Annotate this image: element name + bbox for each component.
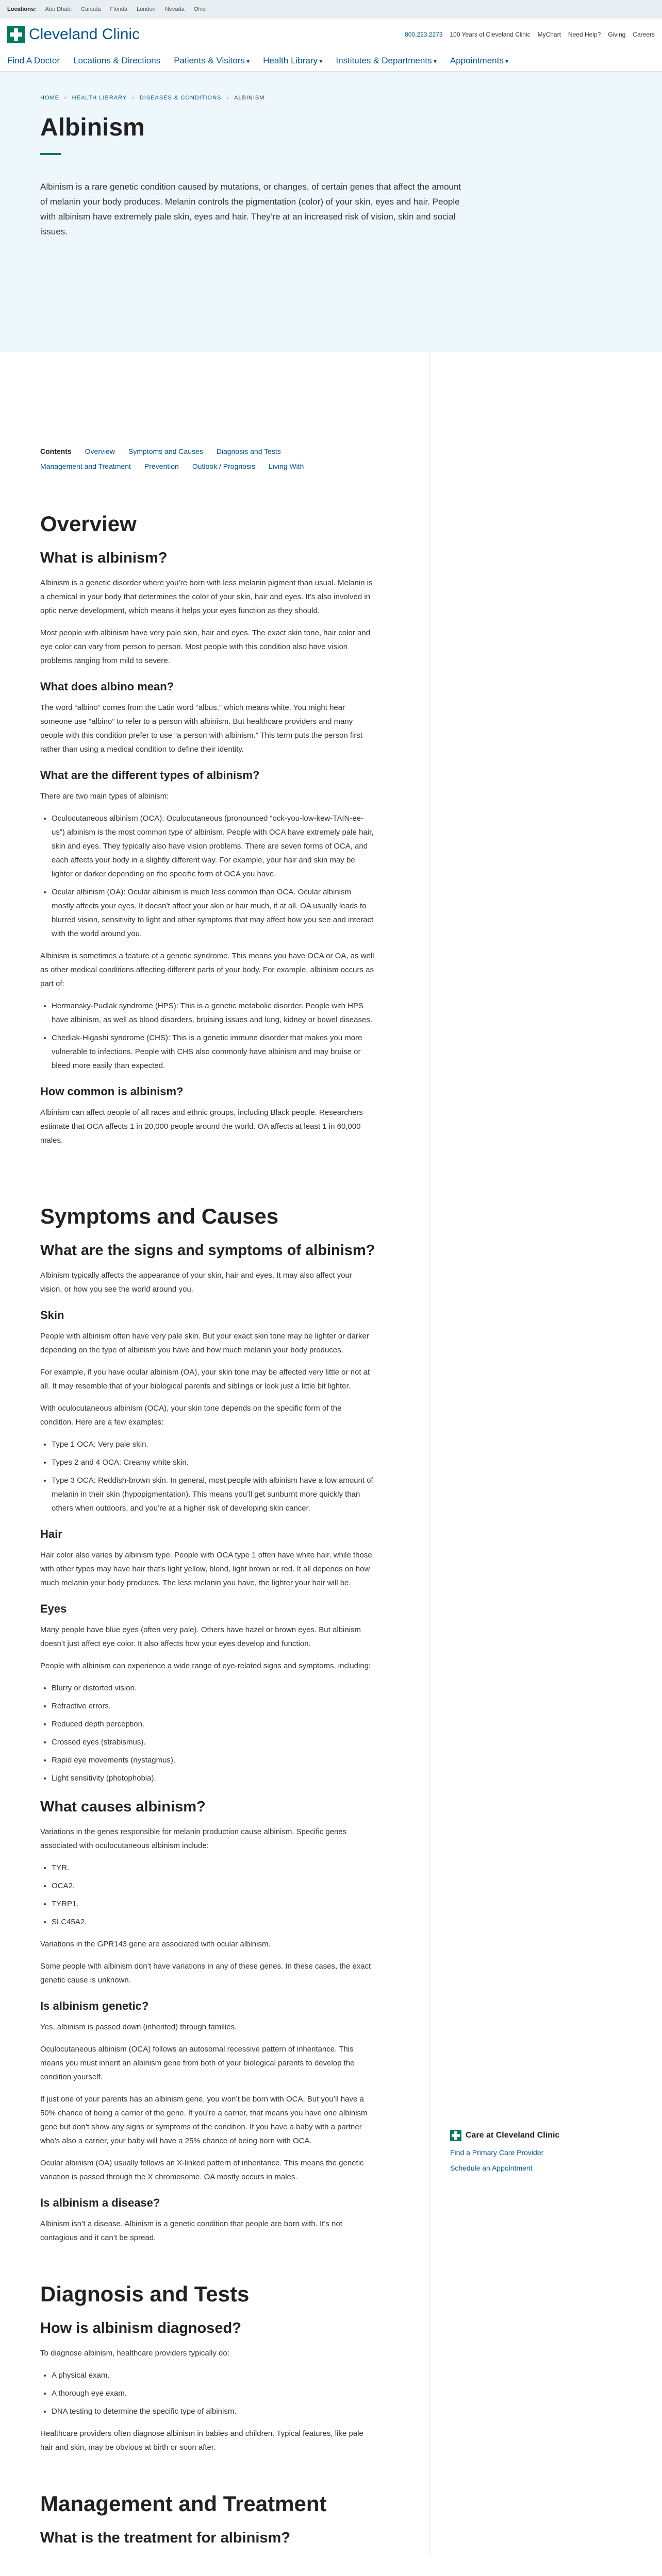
- list-item: • Ocular albinism (OA): Ocular albinism is much less common than OCA. Ocular albinism mostly affects your eyes. It doesn’t affect your skin or hair much, if at all. OA usually leads to blurred vision, sensitivity to light and other symptoms that may affect how you see and interact with the world around you.: [52, 885, 375, 941]
- subheading: Skin: [40, 1308, 64, 1321]
- list-item: • A thorough eye exam.: [52, 2386, 375, 2400]
- section-symptoms-heading: Symptoms and Causes: [40, 1204, 279, 1228]
- paragraph: Healthcare providers often diagnose albinism in babies and children. Typical features, like pale hair and skin, may be obvious at birth or soon after.: [40, 2429, 363, 2452]
- nav-locations[interactable]: Locations & Directions: [73, 56, 161, 65]
- location-link[interactable]: London: [137, 6, 156, 12]
- page-intro: Albinism is a rare genetic condition caused by mutations, or changes, of certain genes that affect the amount of melanin your body produces. Melanin controls the pigmentation (color) of your skin, eyes and hair. People with albinism have extremely pale skin, eyes and hair. They’re at an increased risk of vision, skin and social issues.: [40, 182, 461, 236]
- question-heading: How common is albinism?: [40, 1084, 184, 1098]
- phone-link[interactable]: 800.223.2273: [405, 31, 443, 38]
- paragraph: Albinism typically affects the appearance of your skin, hair and eyes. It may also affect your vision, or how you see the world around you.: [40, 1270, 352, 1294]
- diagnosis-list: [40, 2368, 375, 2418]
- toc-outlook[interactable]: Outlook / Prognosis: [192, 462, 255, 471]
- title-accent-bar: [40, 153, 61, 155]
- nav-health-library[interactable]: Health Library ▾: [263, 56, 322, 66]
- list-item: • TYRP1.: [52, 1897, 375, 1911]
- care-card-title-text: Care at Cleveland Clinic: [466, 2131, 560, 2140]
- cleveland-clinic-logo-icon: [450, 2130, 461, 2141]
- question-heading: How is albinism diagnosed?: [40, 2319, 241, 2336]
- paragraph: People with albinism can experience a wide range of eye-related signs and symptoms, including:: [40, 1661, 371, 1670]
- toc-management[interactable]: Management and Treatment: [40, 462, 131, 471]
- article: [40, 352, 375, 2556]
- paragraph: With oculocutaneous albinism (OCA), your skin tone depends on the specific form of the condition. Here are a few examples:: [40, 1403, 342, 1427]
- paragraph: Hair color also varies by albinism type. People with OCA type 1 often have white hair, while those with other types may have hair that’s light yellow, blond, light brown or red. It all depends on how much melanin your body produces. The less melanin you have, the lighter your hair will be.: [40, 1550, 372, 1587]
- question-heading: Is albinism a disease?: [40, 2196, 160, 2209]
- list-item-link[interactable]: • Rapid eye movements (nystagmus).: [52, 1753, 375, 1767]
- list-item-link[interactable]: • Crossed eyes (strabismus).: [52, 1735, 375, 1749]
- question-heading: What does albino mean?: [40, 680, 174, 693]
- brand-name: Cleveland Clinic: [29, 26, 140, 43]
- giving-link[interactable]: Giving: [608, 31, 626, 38]
- page-hero: [0, 72, 662, 352]
- paragraph: There are two main types of albinism:: [40, 791, 169, 801]
- main-nav: [0, 50, 662, 72]
- care-card-title: [450, 2130, 622, 2141]
- careers-link[interactable]: Careers: [633, 31, 655, 38]
- section-diagnosis-heading: Diagnosis and Tests: [40, 2281, 250, 2306]
- list-item: • DNA testing to determine the specific type of albinism.: [52, 2404, 375, 2418]
- paragraph: Many people have blue eyes (often very pale). Others have hazel or brown eyes. But albinism doesn’t just affect eye color. It also affects how your eyes develop and function.: [40, 1625, 361, 1648]
- paragraph: Albinism can affect people of all races and ethnic groups, including Black people. Researchers estimate that OCA affects 1 in 20,000 people around the world. OA affects at least 1 in 60,000 males.: [40, 1108, 363, 1145]
- chevron-right-icon: ›: [64, 95, 67, 101]
- list-item: • Type 3 OCA: Reddish-brown skin. In general, most people with albinism have a low amount of melanin in their skin (hypopigmentation). This means you’ll get sunburnt more quickly than others when outdoors, and you’re at a higher risk of developing skin cancer.: [52, 1473, 375, 1515]
- table-of-contents: [40, 444, 375, 474]
- list-item: • A physical exam.: [52, 2368, 375, 2382]
- paragraph: Albinism isn’t a disease. Albinism is a genetic condition that people are born with. It’s not contagious and it can’t be spread.: [40, 2219, 342, 2242]
- list-item: • Blurry or distorted vision.: [52, 1681, 375, 1695]
- utility-links: [405, 31, 655, 38]
- genes-list: [40, 1861, 375, 1929]
- nav-patients-visitors[interactable]: Patients & Visitors ▾: [174, 56, 250, 66]
- list-item: • Chediak-Higashi syndrome (CHS): This is a genetic immune disorder that makes you more vulnerable to infections. People with CHS also commonly have albinism and may bruise or bleed more easily than expected.: [52, 1031, 375, 1073]
- care-card: [450, 2130, 622, 2172]
- skin-list: [40, 1437, 375, 1515]
- paragraph: Variations in the GPR143 gene are associated with ocular albinism.: [40, 1939, 271, 1948]
- breadcrumb: [40, 72, 622, 101]
- question-heading: Is albinism genetic?: [40, 1999, 149, 2012]
- nav-institutes[interactable]: Institutes & Departments ▾: [336, 56, 437, 66]
- chevron-right-icon: ›: [226, 95, 229, 101]
- page-title: Albinism: [40, 114, 145, 141]
- list-item: • Types 2 and 4 OCA: Creamy white skin.: [52, 1455, 375, 1469]
- location-link[interactable]: Ohio: [193, 6, 206, 12]
- find-primary-care-link[interactable]: Find a Primary Care Provider: [450, 2148, 544, 2157]
- question-heading: What is albinism?: [40, 549, 168, 566]
- question-heading: What are the different types of albinism?: [40, 768, 260, 782]
- schedule-appointment-link[interactable]: Schedule an Appointment: [450, 2164, 533, 2172]
- mychart-link[interactable]: MyChart: [537, 31, 561, 38]
- location-link[interactable]: Florida: [110, 6, 128, 12]
- toc-symptoms[interactable]: Symptoms and Causes: [128, 447, 203, 455]
- toc-prevention[interactable]: Prevention: [144, 462, 179, 471]
- paragraph: Some people with albinism don’t have variations in any of these genes. In these cases, the exact genetic cause is unknown.: [40, 1961, 371, 1985]
- paragraph: For example, if you have ocular albinism (OA), your skin tone may be affected very little or not at all. It may resemble that of your biological parents and siblings or look just a little bit lighter.: [40, 1367, 370, 1391]
- sidebar: [429, 352, 622, 2556]
- cleveland-clinic-logo-icon: [7, 26, 25, 43]
- help-link[interactable]: Need Help?: [568, 31, 601, 38]
- subheading: Hair: [40, 1527, 62, 1540]
- breadcrumb-health-library[interactable]: HEALTH LIBRARY: [72, 95, 127, 101]
- paragraph: The word “albino” comes from the Latin word “albus,” which means white. You might hear someone use “albino” to refer to a person with albinism. But healthcare providers and many people with this condition prefer to use “a person with albinism.” This term puts the person first rather than using a medical condition to define their identity.: [40, 703, 363, 754]
- toc-diagnosis[interactable]: Diagnosis and Tests: [216, 447, 281, 455]
- nav-find-doctor[interactable]: Find A Doctor: [7, 56, 60, 65]
- paragraph: To diagnose albinism, healthcare providers typically do:: [40, 2348, 229, 2358]
- list-item: • SLC45A2.: [52, 1915, 375, 1929]
- eyes-list: [40, 1681, 375, 1785]
- breadcrumb-current: ALBINISM: [234, 95, 265, 101]
- section-overview-heading: Overview: [40, 511, 137, 536]
- list-item: • Hermansky-Pudlak syndrome (HPS): This is a genetic metabolic disorder. People with HPS have albinism, as well as blood disorders, bruising issues and lung, kidney or bowel diseases.: [52, 999, 375, 1027]
- paragraph: If just one of your parents has an albinism gene, you won’t be born with OCA. But you’ll have a 50% chance of being a carrier of the gene. If you’re a carrier, that means you have one albinism gene but don’t show any signs or symptoms of the condition. If you have a baby with a partner who’s also a carrier, your baby will have a 25% chance of being born with OCA.: [40, 2094, 368, 2145]
- location-link[interactable]: Abu Dhabi: [45, 6, 72, 12]
- list-item: • Oculocutaneous albinism (OCA): Oculocutaneous (pronounced “ock-you-low-kew-TAIN-ee-us”) albinism is the most common type of albinism. People with OCA have extremely pale hair, skin and eyes. They typically also have vision problems. There are seven forms of OCA, and each affects your body in a slightly different way. For example, your hair and skin may be lighter or darker depending on the specific form of OCA you have.: [52, 811, 375, 881]
- chevron-right-icon: ›: [132, 95, 135, 101]
- types-list: [40, 811, 375, 941]
- paragraph: People with albinism often have very pale skin. But your exact skin tone may be lighter or darker depending on the type of albinism you have and how much melanin your body produces.: [40, 1331, 369, 1354]
- tagline-link[interactable]: 100 Years of Cleveland Clinic: [450, 31, 531, 38]
- paragraph: Albinism is sometimes a feature of a genetic syndrome. This means you have OCA or OA, as well as other medical conditions affecting different parts of your body. For example, albinism occurs as part of:: [40, 951, 374, 988]
- logo[interactable]: [7, 26, 140, 43]
- question-heading: What are the signs and symptoms of albinism?: [40, 1242, 375, 1259]
- breadcrumb-diseases[interactable]: DISEASES & CONDITIONS: [139, 95, 222, 101]
- paragraph: Albinism is a genetic disorder where you’re born with less melanin pigment than usual. Melanin is a chemical in your body that determines the color of your skin, hair and eyes. It’s also involved in optic nerve development, which means it helps your eyes function as they should.: [40, 578, 373, 615]
- location-link[interactable]: Nevada: [164, 6, 185, 12]
- list-item-link[interactable]: • Refractive errors.: [52, 1699, 375, 1713]
- toc-title[interactable]: Contents: [40, 447, 72, 455]
- paragraph: Ocular albinism (OA) usually follows an X-linked pattern of inheritance. This means the genetic variation is passed through the X chromosome. OA mostly occurs in males.: [40, 2158, 364, 2181]
- locations-label: Locations:: [7, 6, 36, 12]
- list-item: • TYR.: [52, 1861, 375, 1875]
- location-bar: [0, 0, 662, 19]
- list-item: • OCA2.: [52, 1879, 375, 1893]
- subheading: Eyes: [40, 1602, 67, 1615]
- section-management-heading: Management and Treatment: [40, 2491, 327, 2516]
- toc-living-with[interactable]: Living With: [269, 462, 304, 471]
- syndromes-list: [40, 999, 375, 1073]
- site-header: [0, 19, 662, 50]
- list-item: • Light sensitivity (photophobia).: [52, 1771, 375, 1785]
- paragraph: Variations in the genes responsible for melanin production cause albinism. Specific genes associated with oculocutaneous albinism include:: [40, 1827, 347, 1850]
- paragraph: Most people with albinism have very pale skin, hair and eyes. The exact skin tone, hair color and eye color can vary from person to person. Most people with this condition also have vision problems ranging from mild to severe.: [40, 628, 371, 665]
- location-link[interactable]: Canada: [81, 6, 101, 12]
- question-heading: What causes albinism?: [40, 1798, 206, 1815]
- breadcrumb-home[interactable]: HOME: [40, 95, 59, 101]
- paragraph: Oculocutaneous albinism (OCA) follows an autosomal recessive pattern of inheritance. This means you must inherit an albinism gene from both of your biological parents to develop the condition yourself.: [40, 2044, 355, 2081]
- nav-appointments[interactable]: Appointments ▾: [450, 56, 508, 66]
- list-item: • Type 1 OCA: Very pale skin.: [52, 1437, 375, 1451]
- question-heading: What is the treatment for albinism?: [40, 2529, 290, 2546]
- paragraph: Yes, albinism is passed down (inherited) through families.: [40, 2022, 237, 2031]
- list-item: • Reduced depth perception.: [52, 1717, 375, 1731]
- toc-overview[interactable]: Overview: [85, 447, 115, 455]
